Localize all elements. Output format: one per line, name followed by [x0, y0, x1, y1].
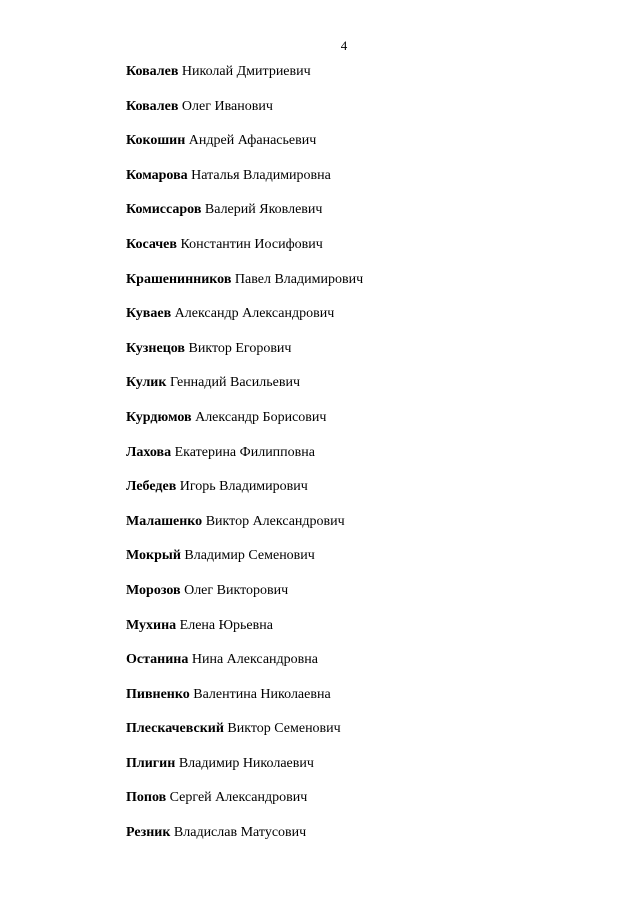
surname: Куваев: [126, 306, 172, 322]
name-entry: [126, 685, 600, 720]
name-entry: [126, 235, 600, 270]
surname: Комиссаров: [126, 202, 202, 218]
name-entry: [126, 823, 600, 858]
given-name-patronymic: Олег Иванович: [181, 98, 273, 114]
given-name-patronymic: Александр Борисович: [195, 409, 327, 425]
name-entry: [126, 166, 600, 201]
given-name-patronymic: Олег Викторович: [184, 582, 289, 598]
name-entry: [126, 408, 600, 443]
surname: Лахова: [126, 444, 172, 460]
name-entry: [126, 650, 600, 685]
given-name-patronymic: Нина Александровна: [191, 652, 318, 668]
name-entry: [126, 97, 600, 132]
surname: Мокрый: [126, 548, 181, 564]
name-entry: [126, 131, 600, 166]
name-entry: [126, 581, 600, 616]
surname: Плескачевский: [126, 721, 224, 737]
name-entry: [126, 200, 600, 235]
surname: Малашенко: [126, 513, 203, 529]
name-entry: [126, 788, 600, 823]
surname: Кузнецов: [126, 340, 185, 356]
surname: Ковалев: [126, 64, 179, 79]
given-name-patronymic: Владимир Николаевич: [178, 755, 314, 771]
given-name-patronymic: Виктор Александрович: [205, 513, 345, 529]
given-name-patronymic: Валентина Николаевна: [193, 686, 331, 702]
given-name-patronymic: Александр Александрович: [174, 306, 335, 322]
name-entry: [126, 443, 600, 478]
given-name-patronymic: Игорь Владимирович: [179, 479, 308, 495]
surname: Косачев: [126, 236, 177, 252]
surname: Лебедев: [126, 479, 177, 495]
name-entry: [126, 512, 600, 547]
name-entry: [126, 339, 600, 374]
name-entry: [126, 477, 600, 512]
name-entry: [126, 62, 600, 97]
surname: Крашенинников: [126, 271, 232, 287]
given-name-patronymic: Сергей Александрович: [169, 790, 308, 806]
given-name-patronymic: Павел Владимирович: [234, 271, 364, 287]
given-name-patronymic: Геннадий Васильевич: [169, 375, 300, 391]
given-name-patronymic: Елена Юрьевна: [179, 617, 273, 633]
page-number: 4: [340, 38, 348, 53]
name-entry: [126, 616, 600, 651]
given-name-patronymic: Виктор Егорович: [188, 340, 292, 356]
name-list: [126, 62, 600, 858]
surname: Резник: [126, 825, 171, 841]
given-name-patronymic: Валерий Яковлевич: [204, 202, 323, 218]
surname: Плигин: [126, 755, 176, 771]
given-name-patronymic: Виктор Семенович: [227, 721, 341, 737]
name-entry: [126, 304, 600, 339]
surname: Попов: [126, 790, 167, 806]
surname: Ковалев: [126, 98, 179, 114]
name-entry: [126, 270, 600, 305]
surname: Курдюмов: [126, 409, 192, 425]
surname: Мухина: [126, 617, 177, 633]
given-name-patronymic: Андрей Афанасьевич: [188, 133, 317, 149]
name-entry: [126, 754, 600, 789]
name-entry: [126, 719, 600, 754]
name-entry: [126, 373, 600, 408]
given-name-patronymic: Наталья Владимировна: [191, 167, 331, 183]
surname: Кокошин: [126, 133, 186, 149]
surname: Морозов: [126, 582, 181, 598]
name-entry: [126, 546, 600, 581]
given-name-patronymic: Владимир Семенович: [184, 548, 315, 564]
surname: Кулик: [126, 375, 167, 391]
given-name-patronymic: Николай Дмитриевич: [181, 64, 311, 79]
given-name-patronymic: Владислав Матусович: [173, 825, 307, 841]
surname: Пивненко: [126, 686, 190, 702]
given-name-patronymic: Екатерина Филипповна: [174, 444, 315, 460]
given-name-patronymic: Константин Иосифович: [180, 236, 323, 252]
surname: Останина: [126, 652, 189, 668]
surname: Комарова: [126, 167, 188, 183]
